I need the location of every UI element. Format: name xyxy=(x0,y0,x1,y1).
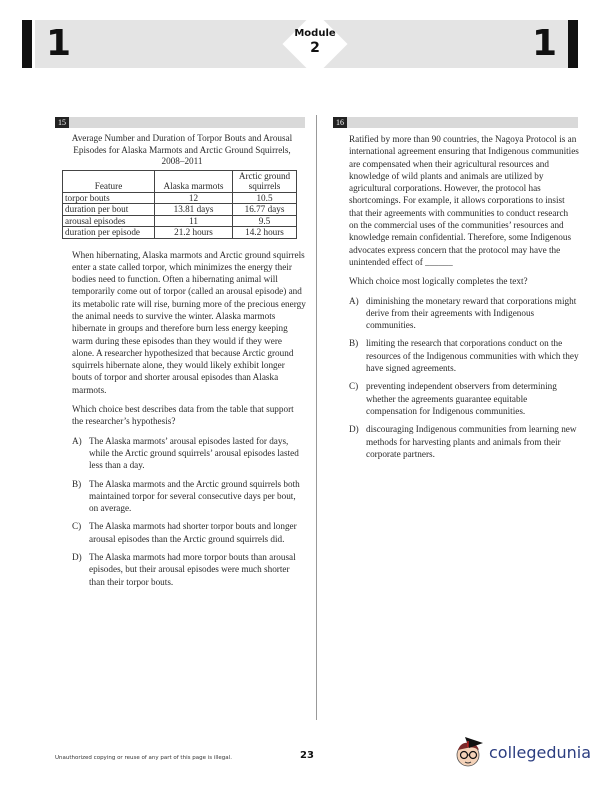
question-16-bar xyxy=(333,117,578,128)
passage: When hibernating, Alaska marmots and Arctic ground squirrels enter a state called torpor, which minimizes the energy their bodies need to function. Often a hibernating animal will temporarily come out of torpor (called an arousal episode) and its metabolic rate will rise, burning more of the precious energy the animal needs to survive the winter. Alaska marmots hibernate in groups and therefore burn less energy keeping warm during these episodes than they would if they were alone. A researcher hypothesized that because Arctic ground squirrels hibernate alone, they would likely exhibit longer bouts of torpor and shorter arousal episodes than Alaska marmots. xyxy=(72,249,306,395)
table-row xyxy=(63,227,297,239)
option-letter: D) xyxy=(72,552,82,563)
option-text: limiting the research that corporations conduct on the resources of the Indigenous communities with which they have signed agreements. xyxy=(366,338,579,374)
module-indicator xyxy=(275,28,355,56)
page-number: 23 xyxy=(300,750,314,761)
answer-option-a[interactable] xyxy=(72,435,306,472)
option-text: diminishing the monetary reward that corporations might derive from their agreements with Indigenous communities. xyxy=(366,295,577,331)
question-stem: Which choice best describes data from the table that support the researcher’s hypothesis? xyxy=(72,404,294,427)
question-15-bar xyxy=(55,117,305,128)
table-header-row xyxy=(63,170,297,192)
answer-option-c[interactable] xyxy=(349,380,579,417)
column-header: Arctic ground squirrels xyxy=(233,170,297,192)
cell: arousal episodes xyxy=(63,215,155,227)
option-letter: A) xyxy=(72,435,82,446)
cell: 14.2 hours xyxy=(233,227,297,239)
table-title: Average Number and Duration of Torpor Bouts and Arousal Episodes for Alaska Marmots and Arctic Ground Squirrels, 2008–2011 xyxy=(71,133,293,166)
header-left-bar xyxy=(22,20,32,68)
section-number-right: 1 xyxy=(532,23,558,64)
student-mascot-icon xyxy=(455,735,485,769)
copyright-notice: Unauthorized copying or reuse of any part of this page is illegal. xyxy=(55,755,232,761)
option-letter: D) xyxy=(349,424,359,435)
question-stem: Which choice most logically completes the text? xyxy=(349,276,528,287)
logo-text: collegedunia xyxy=(489,742,592,762)
cell: duration per episode xyxy=(63,227,155,239)
question-15 xyxy=(58,133,306,594)
answer-option-b[interactable] xyxy=(349,337,579,374)
table-row xyxy=(63,192,297,204)
option-text: The Alaska marmots had more torpor bouts than arousal episodes, but their arousal episodes were much shorter than their torpor bouts. xyxy=(89,552,296,587)
question-number: 16 xyxy=(333,117,347,128)
column-header: Feature xyxy=(63,170,155,192)
header-right-bar xyxy=(568,20,578,68)
table-row xyxy=(63,215,297,227)
option-letter: B) xyxy=(72,478,82,489)
option-letter: C) xyxy=(72,521,82,532)
option-letter: B) xyxy=(349,338,359,349)
table-row xyxy=(63,204,297,216)
cell: 21.2 hours xyxy=(155,227,233,239)
cell: 13.81 days xyxy=(155,204,233,216)
column-header: Alaska marmots xyxy=(155,170,233,192)
answer-option-a[interactable] xyxy=(349,295,579,332)
module-number: 2 xyxy=(310,40,320,56)
answer-option-c[interactable] xyxy=(72,520,306,545)
answer-option-d[interactable] xyxy=(349,423,579,460)
column-divider xyxy=(316,115,317,720)
option-text: The Alaska marmots’ arousal episodes lasted for days, while the Arctic ground squirrels’ arousal episodes lasted less than a day. xyxy=(89,435,299,471)
cell: 9.5 xyxy=(233,215,297,227)
option-letter: A) xyxy=(349,295,359,306)
passage: Ratified by more than 90 countries, the Nagoya Protocol is an international agreement ensuring that Indigenous communities are compensated when their agricultural resources and knowledge of wild plants and animals are utilized by agricultural corporations. However, the protocol has shortcomings. For example, it allows corporations to insist that their agreements with communities to conduct research on the commercial uses of the communities’ resources and knowledge remain confidential. Therefore, some Indigenous advocates express concern that the protocol may have the unintended effect of ______ xyxy=(349,134,579,267)
cell: 11 xyxy=(155,215,233,227)
option-text: The Alaska marmots had shorter torpor bouts and longer arousal episodes than the Arctic ground squirrels did. xyxy=(89,521,297,544)
section-number-left: 1 xyxy=(46,23,72,64)
question-number: 15 xyxy=(55,117,69,128)
option-letter: C) xyxy=(349,381,359,392)
cell: 10.5 xyxy=(233,192,297,204)
option-text: preventing independent observers from determining whether the agreements guarantee equitable compensation for Indigenous communities. xyxy=(366,381,557,416)
collegedunia-logo xyxy=(455,735,591,769)
module-label: Module xyxy=(294,28,336,39)
question-16 xyxy=(349,133,579,466)
cell: torpor bouts xyxy=(63,192,155,204)
answer-option-b[interactable] xyxy=(72,478,306,515)
data-table xyxy=(62,170,297,239)
cell: duration per bout xyxy=(63,204,155,216)
answer-option-d[interactable] xyxy=(72,551,306,588)
option-text: discouraging Indigenous communities from learning new methods for harvesting plants and animals from their corporate partners. xyxy=(366,424,577,459)
cell: 16.77 days xyxy=(233,204,297,216)
cell: 12 xyxy=(155,192,233,204)
option-text: The Alaska marmots and the Arctic ground squirrels both maintained torpor for several consecutive days per bout, on average. xyxy=(89,478,300,514)
